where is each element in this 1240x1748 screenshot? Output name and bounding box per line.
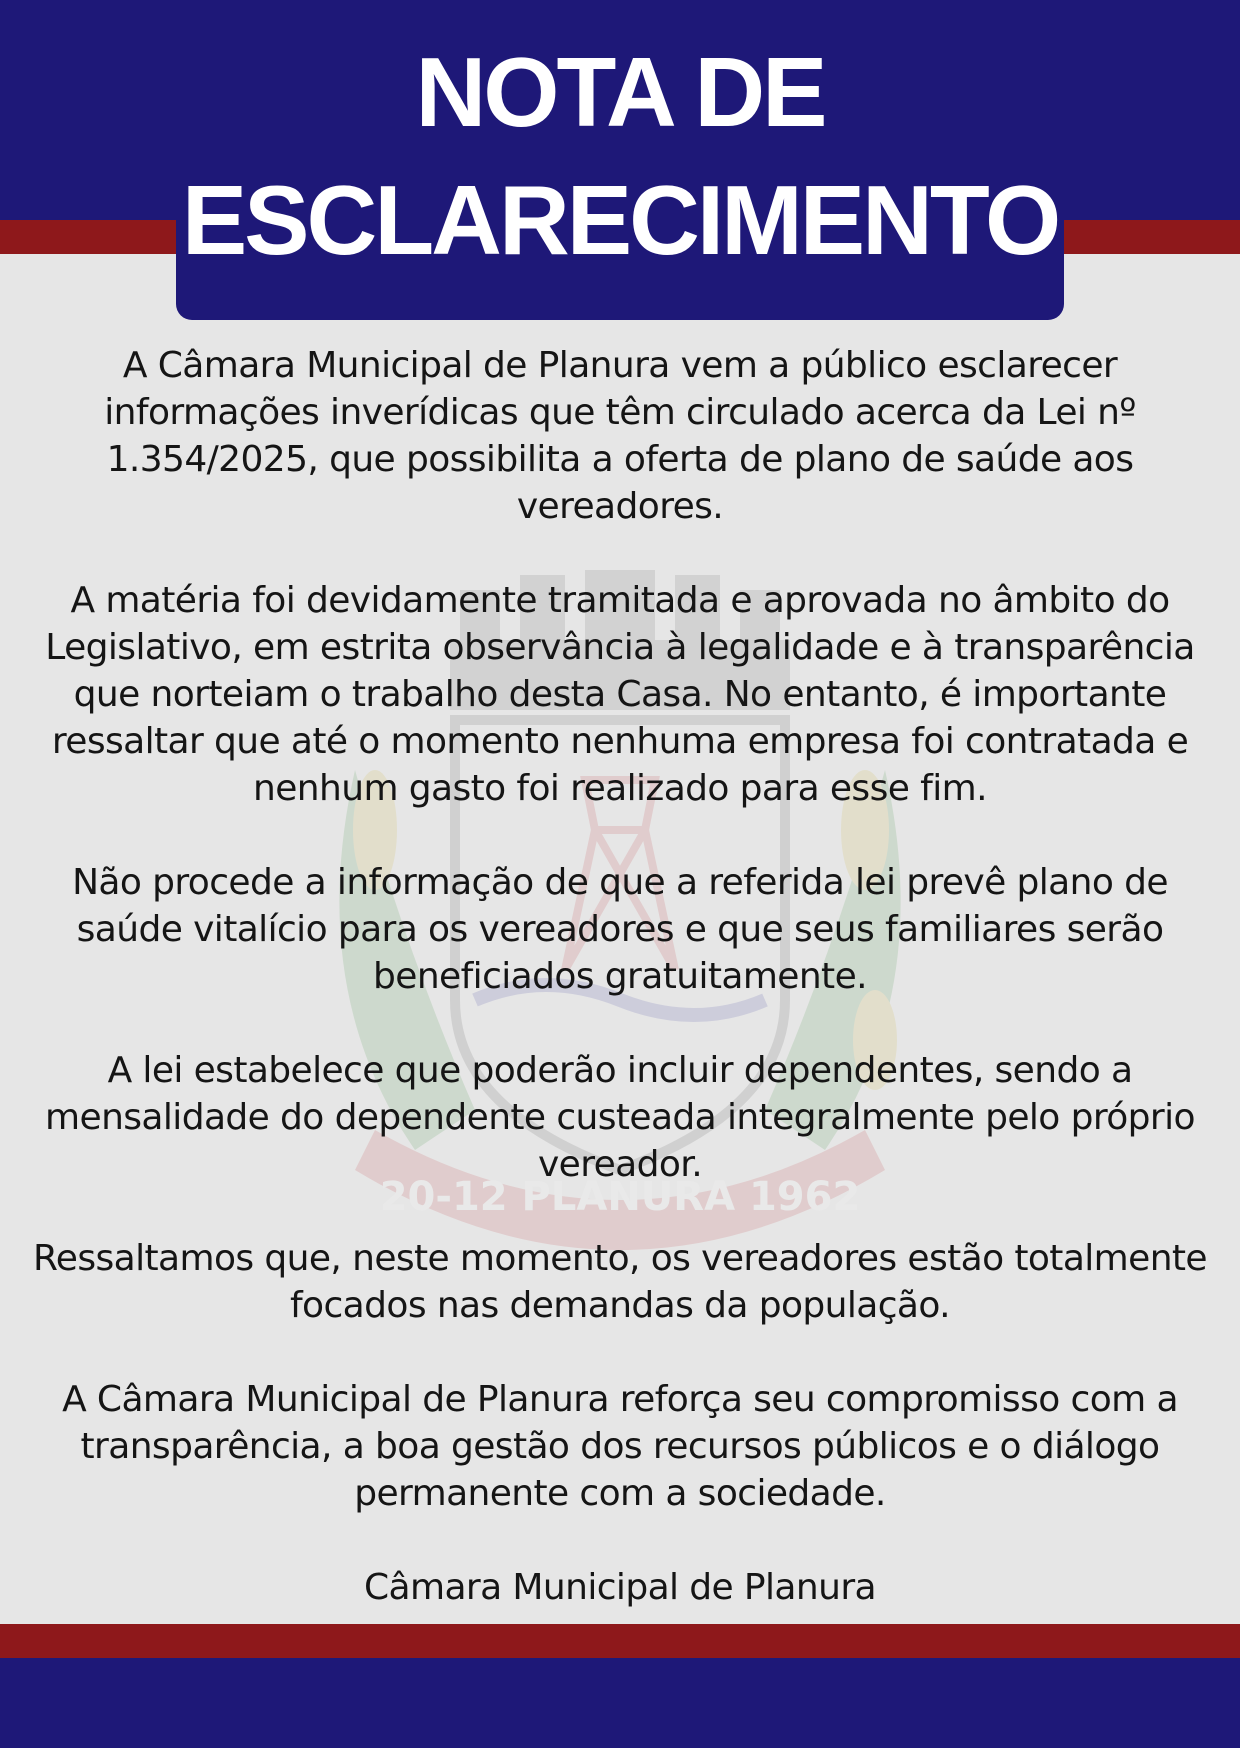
signature: Câmara Municipal de Planura xyxy=(364,1567,876,1608)
paragraph-4: A lei estabelece que poderão incluir dependentes, sendo a mensalidade do dependente custeada integralmente pelo próprio vereador. xyxy=(45,1050,1195,1185)
paragraph-5: Ressaltamos que, neste momento, os vereadores estão totalmente focados nas demandas da população. xyxy=(33,1238,1207,1326)
notice-body xyxy=(30,342,1210,1611)
paragraph-3: Não procede a informação de que a referida lei prevê plano de saúde vitalício para os vereadores e que seus familiares serão beneficiados gratuitamente. xyxy=(72,862,1168,997)
footer-red-stripe xyxy=(0,1624,1240,1658)
footer-band xyxy=(0,1658,1240,1748)
page-title-line2: ESCLARECIMENTO xyxy=(181,165,1059,275)
paragraph-2: A matéria foi devidamente tramitada e aprovada no âmbito do Legislativo, em estrita observância à legalidade e à transparência que norteiam o trabalho desta Casa. No entanto, é importante ressaltar que até o momento nenhuma empresa foi contratada e nenhum gasto foi realizado para esse fim. xyxy=(45,580,1195,809)
page-title-line1: NOTA DE xyxy=(415,37,825,147)
title-box xyxy=(176,0,1064,320)
paragraph-6: A Câmara Municipal de Planura reforça seu compromisso com a transparência, a boa gestão dos recursos públicos e o diálogo permanente com a sociedade. xyxy=(62,1379,1178,1514)
motto-text: 20-12 PLANURA 1962 xyxy=(379,1174,861,1220)
paragraph-1: A Câmara Municipal de Planura vem a público esclarecer informações inverídicas que têm circulado acerca da Lei nº 1.354/2025, que possibilita a oferta de plano de saúde aos vereadores. xyxy=(104,345,1136,527)
